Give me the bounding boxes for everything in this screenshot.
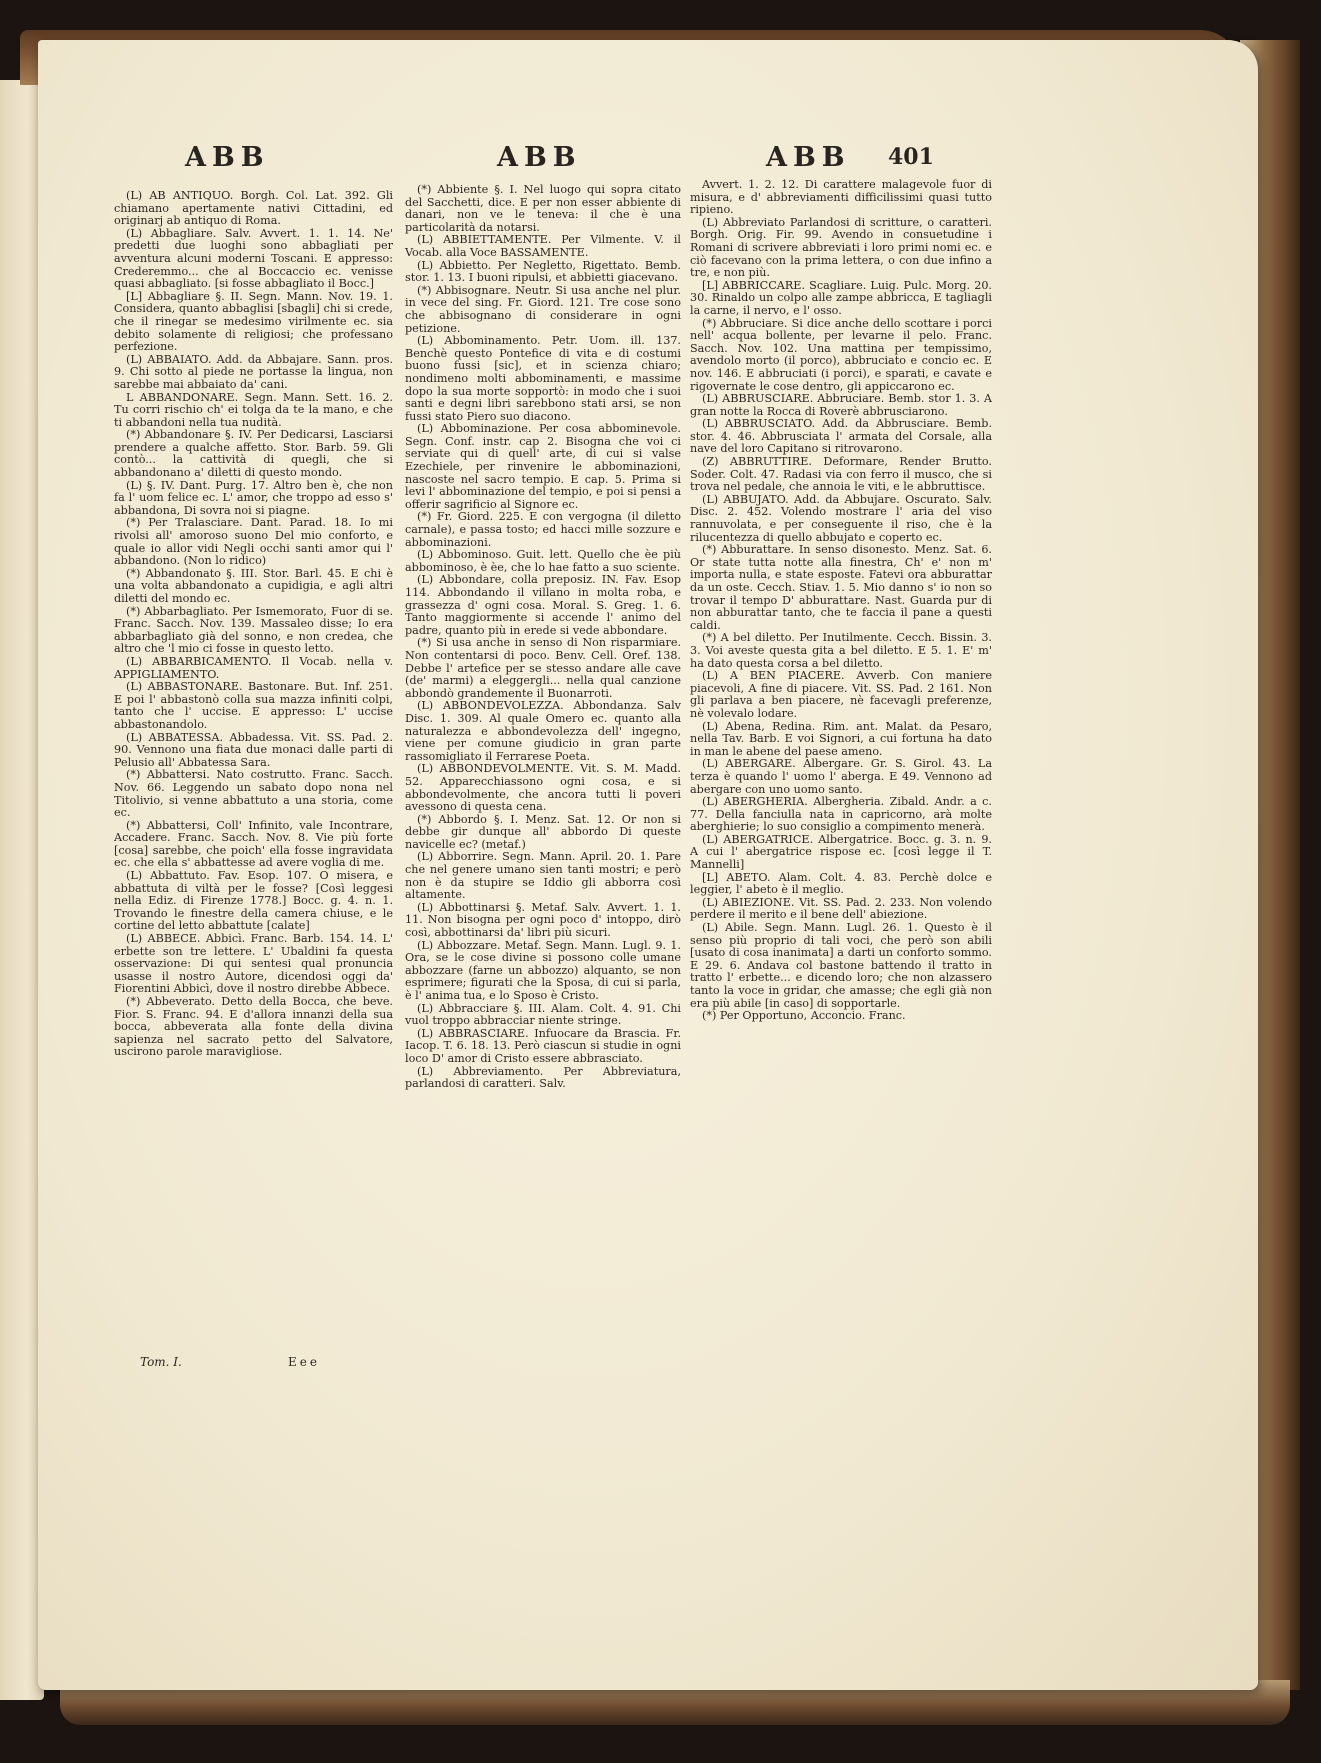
dictionary-entry: (*) Abbandonato §. III. Stor. Barl. 45. E chi è una volta abbandonato a cupidigia, e agli altri diletti del mondo ec. [114, 566, 393, 605]
dictionary-entry: (L) Abbracciare §. III. Alam. Colt. 4. 91. Chi vuol troppo abbracciar niente stringe. [405, 1001, 681, 1028]
dictionary-entry: (L) AB ANTIQUO. Borgh. Col. Lat. 392. Gli chiamano apertamente nativi Cittadini, ed originarj ab antiquo di Roma. [114, 189, 393, 228]
dictionary-entry: (L) ABBONDEVOLMENTE. Vit. S. M. Madd. 52. Apparecchiassono ogni cosa, e si abbondevolmente, che ancora tutti li poveri avessono di questa cena. [405, 762, 681, 814]
dictionary-entry: (*) Per Opportuno, Acconcio. Franc. [702, 1009, 906, 1023]
text-column-2 [405, 184, 681, 1091]
dictionary-entry: (L) ABBRASCIARE. Infuocare da Brascia. Fr. Iacop. T. 6. 18. 13. Però ciascun si studie in ogni loco D' amor di Cristo essere abbrasciato. [405, 1026, 681, 1065]
dictionary-entry: (*) Abbruciare. Si dice anche dello scottare i porci nell' acqua bollente, per levarne il pelo. Franc. Sacch. Nov. 102. Una mattina per tempissimo, avendolo morto (il porco), abbruciato e concio ec. E nov. 146. E abbruciati (i porci), e sparati, e cavate e rigovernate le cose dentro, gli appiccarono ec. [690, 316, 992, 393]
dictionary-entry: (L) ABBUJATO. Add. da Abbujare. Oscurato. Salv. Disc. 2. 452. Volendo mostrare l' aria del viso rannuvolata, e per conseguente il riso, che è la rilucentezza di quello abbujato e coperto ec. [690, 492, 992, 544]
dictionary-entry: (L) Abborrire. Segn. Mann. April. 20. 1. Pare che nel genere umano sien tanti mostri; e però non è da stupire se Iddio gli abborra così altamente. [405, 850, 681, 902]
dictionary-entry: (L) Abbominazione. Per cosa abbominevole. Segn. Conf. instr. cap 2. Bisogna che voi ci serviate qui di quell' arte, di cui si valse Ezechiele, per rinvenire le abbominazioni, nascoste nel sacro tempio. E cap. 5. Prima si levi l' abbominazione del tempio, e poi si pensi a offerir sagrificio al Signore ec. [405, 422, 681, 511]
dictionary-entry: (*) Fr. Giord. 225. E con vergogna (il diletto carnale), e passa tosto; ed hacci mille sozzure e abbominazioni. [405, 510, 681, 549]
dictionary-entry: (L) Abbattuto. Fav. Esop. 107. O misera, e abbattuta di viltà per le fosse? [Così leggesi nella Ediz. di Firenze 1778.] Bocc. g. 4. n. 1. Trovando le finestre della camera chiuse, e le cortine del letto abbattute [calate] [114, 869, 393, 933]
dictionary-entry: (*) Abbandonare §. IV. Per Dedicarsi, Lasciarsi prendere a qualche affetto. Stor. Barb. 59. Gli contò... la cattività di quegli, che si abbandonano a' diletti di questo mondo. [114, 428, 393, 480]
running-header-right-text: ABB [766, 142, 851, 173]
dictionary-entry: (L) Abbagliare. Salv. Avvert. 1. 1. 14. Ne' predetti due luoghi sono abbagliati per avventura alcuni moderni Toscani. E appresso: Crederemmo... che al Boccaccio ec. venisse quasi abbagliato. [si fosse abbagliato il Bocc.] [114, 226, 393, 291]
text-column-3 [690, 179, 992, 1023]
dictionary-entry: (L) A BEN PIACERE. Avverb. Con maniere piacevoli, A fine di piacere. Vit. SS. Pad. 2 161. Non gli parlava a ben piacere, nè facevagli preferenze, nè volevalo lodare. [690, 669, 992, 720]
page-footer [140, 1355, 440, 1373]
dictionary-entry: (L) ABERGATRICE. Albergatrice. Bocc. g. 3. n. 9. A cui l' abergatrice rispose ec. [così legge il T. Mannelli] [690, 832, 992, 872]
dictionary-entry: (*) Abbeverato. Detto della Bocca, che beve. Fior. S. Franc. 94. E d'allora innanzi della sua bocca, abbeverata alla fonte della divina sapienza nel sacrato petto del Salvatore, uscirono parole maravigliose. [114, 995, 393, 1059]
dictionary-entry: (L) ABBECE. Abbicì. Franc. Barb. 154. 14. L' erbette son tre lettere. L' Ubaldini fa questa osservazione: Di qui sentesi qual pronuncia usasse il nostro Autore, dicendosi oggi da' Fiorentini Abbicì, dove il nostro direbbe Abbece. [114, 932, 393, 996]
dictionary-entry: (*) Per Tralasciare. Dant. Parad. 18. Io mi rivolsi all' amoroso suono Del mio conforto, e quale io allor vidi Negli occhi santi amor qui l' abbandono. (Non lo ridico) [114, 516, 393, 568]
dictionary-entry: (L) Abbondare, colla preposiz. IN. Fav. Esop 114. Abbondando il villano in molta roba, e grassezza d' ogni cosa. Moral. S. Greg. 1. 6. Tanto maggiormente si accende l' animo del padre, quanto più in erede si vede abbondare. [405, 573, 681, 637]
dictionary-entry: (*) A bel diletto. Per Inutilmente. Cecch. Bissin. 3. 3. Voi aveste questa gita a bel diletto. E 5. 1. E' m' ha dato questa corsa a bel diletto. [690, 631, 992, 670]
dictionary-entry: (L) §. IV. Dant. Purg. 17. Altro ben è, che non fa l' uom felice ec. L' amor, che troppo ad esso s' abbandona, Di sovra noi si piagne. [114, 478, 393, 517]
dictionary-entry: Avvert. 1. 2. 12. Di carattere malagevole fuor di misura, e d' abbreviamenti difficilissimi quasi tutto ripieno. [690, 178, 992, 217]
dictionary-entry: (L) Abile. Segn. Mann. Lugl. 26. 1. Questo è il senso più proprio di tali voci, che però son abili [usato di cosa inanimata] a darti un conforto sommo. E 29. 6. Andava col bastone battendo il tratto in tratto l' erbette... e dicendo loro; che non alzassero tanto la voce in gridar, che amasse; che egli già non era più abile [in caso] di sopportarle. [690, 921, 992, 1010]
dictionary-entry: (L) Abbominoso. Guit. lett. Quello che èe più abbominoso, è èe, che lo hae fatto a suo sciente. [405, 548, 681, 574]
dictionary-entry: [L] ABBRICCARE. Scagliare. Luig. Pulc. Morg. 20. 30. Rinaldo un colpo alle zampe abbricca, E tagliagli la carne, il nervo, e l' osso. [690, 278, 992, 317]
dictionary-entry: (L) ABBIETTAMENTE. Per Vilmente. V. il Vocab. alla Voce BASSAMENTE. [405, 233, 681, 259]
running-header-left: ABB [185, 142, 270, 173]
dictionary-entry: (L) Abbreviamento. Per Abbreviatura, parlandosi di caratteri. Salv. [405, 1064, 681, 1091]
running-header-right [766, 142, 851, 173]
dictionary-entry: (L) ABBATESSA. Abbadessa. Vit. SS. Pad. 2. 90. Vennono una fiata due monaci dalle parti di Pelusio all' Abbatessa Sara. [114, 730, 393, 769]
dictionary-entry: (*) Abburattare. In senso disonesto. Menz. Sat. 6. Or state tutta notte alla finestra, Ch' e' non m' importa nulla, e state esposte. Fatevi ora abburattar da un oste. Cecch. Stiav. 1. 5. Mio danno s' io non so trovar il tempo D' abburattare. Nast. Guarda pur di non abburattar tanto, che te faccia il pane a questi caldi. [690, 543, 992, 632]
dictionary-entry: (*) Si usa anche in senso di Non risparmiare. Non contentarsi di poco. Benv. Cell. Oref. 138. Debbe l' artefice per se stesso andare alle cave (de' marmi) a eleggergli... nella qual canzione abbondò grandemente il Buonarroti. [405, 636, 681, 700]
dictionary-entry: [L] Abbagliare §. II. Segn. Mann. Nov. 19. 1. Considera, quanto abbaglisi [sbagli] chi si crede, che il rinegar se medesimo virilmente ec. sia debito solamente di religiosi; che professano perfezione. [114, 289, 393, 354]
dictionary-entry: (L) ABBRUSCIARE. Abbruciare. Bemb. stor 1. 3. A gran notte la Rocca di Roverè abbrusciarono. [690, 392, 992, 418]
dictionary-entry: (L) Abbietto. Per Negletto, Rigettato. Bemb. stor. 1. 13. I buoni ripulsi, et abbietti giacevano. [405, 258, 681, 285]
dictionary-entry: (*) Abbarbagliato. Per Ismemorato, Fuor di se. Franc. Sacch. Nov. 139. Massaleo disse; Io era abbarbagliato già del sonno, e non credea, che altro che 'l mio ci fosse in questo letto. [114, 604, 393, 656]
dictionary-entry: (L) ABERGARE. Albergare. Gr. S. Girol. 43. La terza è quando l' uomo l' aberga. E 49. Vennono ad abergare con uno uomo santo. [690, 757, 992, 796]
dictionary-entry: [L] ABETO. Alam. Colt. 4. 83. Perchè dolce e leggier, l' abeto è il meglio. [690, 870, 992, 897]
dictionary-entry: (L) ABBONDEVOLEZZA. Abbondanza. Salv Disc. 1. 309. Al quale Omero ec. quanto alla naturalezza e abbondevolezza dell' ingegno, viene per comune giudicio in gran parte rassomigliato il Ferrarese Poeta. [405, 699, 681, 763]
dictionary-entry: (L) ABBARBICAMENTO. Il Vocab. nella v. APPIGLIAMENTO. [114, 654, 393, 681]
dictionary-entry: (*) Abbiente §. I. Nel luogo qui sopra citato del Sacchetti, dice. E per non esser abbiente di danari, non ve le teneva: il che è una particolarità da notarsi. [405, 183, 681, 234]
dictionary-entry: (L) Abbreviato Parlandosi di scritture, o caratteri. Borgh. Orig. Fir. 99. Avendo in consuetudine i Romani di scrivere abbreviati i loro primi nomi ec. e ciò facevano con la prima lettera, o con due infino a tre, e non più. [690, 215, 992, 280]
dictionary-entry: (*) Abbattersi, Coll' Infinito, vale Incontrare, Accadere. Franc. Sacch. Nov. 8. Vie più forte [cosa] sarebbe, che poich' ella fosse ingravidata ec. che ella s' abbattesse ad avere voglia di me. [114, 818, 393, 870]
dictionary-entry: (L) ABERGHERIA. Albergheria. Zibald. Andr. a c. 77. Della fanciulla nata in capricorno, arà molte aberghierie; lo suo consiglio a compimento menerà. [690, 795, 992, 834]
text-column-1 [114, 190, 393, 1059]
dictionary-entry: L ABBANDONARE. Segn. Mann. Sett. 16. 2. Tu corri rischio ch' ei tolga da te la mano, e che ti abbandoni nella tua nudità. [114, 390, 393, 429]
dictionary-entry: (L) Abena, Redina. Rim. ant. Malat. da Pesaro, nella Tav. Barb. E voi Signori, a cui fortuna ha dato in man le abene del paese ameno. [690, 719, 992, 758]
page-number: 401 [888, 144, 934, 170]
dictionary-entry: (L) ABIEZIONE. Vit. SS. Pad. 2. 233. Non volendo perdere il merito e il bene dell' abiezione. [690, 895, 992, 922]
dictionary-entry: (L) Abbottinarsi §. Metaf. Salv. Avvert. 1. 1. 11. Non bisogna per ogni poco d' intoppo, dirò così, abbottinarsi da' libri più sicuri. [405, 900, 681, 940]
dictionary-entry: (L) ABBASTONARE. Bastonare. But. Inf. 251. E poi l' abbastonò colla sua mazza infiniti colpi, tanto che l' uccise. E appresso: L' uccise abbastonandolo. [114, 680, 393, 731]
dictionary-entry: (L) Abbominamento. Petr. Uom. ill. 137. Benchè questo Pontefice di vita e di costumi buono fussi [sic], et in scienza chiaro; nondimeno molti abbominamenti, e massime dopo la sua morte sopportò: in modo che i suoi santi e degni libri sarebbono stati arsi, se non fussi stato Piero suo diacono. [405, 334, 681, 423]
dictionary-entry: (*) Abbisognare. Neutr. Si usa anche nel plur. in vece del sing. Fr. Giord. 121. Tre cose sono che abbisognano di considerare in ogni petizione. [405, 283, 681, 335]
dictionary-entry: (L) ABBAIATO. Add. da Abbajare. Sann. pros. 9. Chi sotto al piede ne portasse la lingua, non sarebbe mai abbaiato da' cani. [114, 352, 393, 391]
running-header-middle: ABB [497, 142, 582, 173]
dictionary-entry: (L) ABBRUSCIATO. Add. da Abbrusciare. Bemb. stor. 4. 46. Abbrusciata l' armata del Corsale, alla nave del loro Capitano si ritrovarono. [690, 417, 992, 456]
signature-mark: Eee [288, 1355, 320, 1369]
dictionary-entry: (L) Abbozzare. Metaf. Segn. Mann. Lugl. 9. 1. Ora, se le cose divine si possono colle umane abbozzare (farne un abbozzo) alquanto, se non esprimere; figurati che la Sposa, di cui si parla, è l' anima tua, e lo Sposo è Cristo. [405, 938, 681, 1002]
dictionary-entry: (*) Abbattersi. Nato costrutto. Franc. Sacch. Nov. 66. Leggendo un sabato dopo nona nel Titolivio, si venne abbattuto a una storia, come ec. [114, 768, 393, 820]
dictionary-entry: (*) Abbordo §. I. Menz. Sat. 12. Or non si debbe gir dunque all' abbordo Di queste navicelle ec? (metaf.) [405, 812, 681, 851]
running-headers [0, 142, 1321, 182]
dictionary-entry: (Z) ABBRUTTIRE. Deformare, Render Brutto. Soder. Colt. 47. Radasi via con ferro il musco, che si trova nel pedale, che annoia le viti, e le abbruttisce. [690, 455, 992, 494]
volume-mark: Tom. I. [140, 1355, 182, 1369]
